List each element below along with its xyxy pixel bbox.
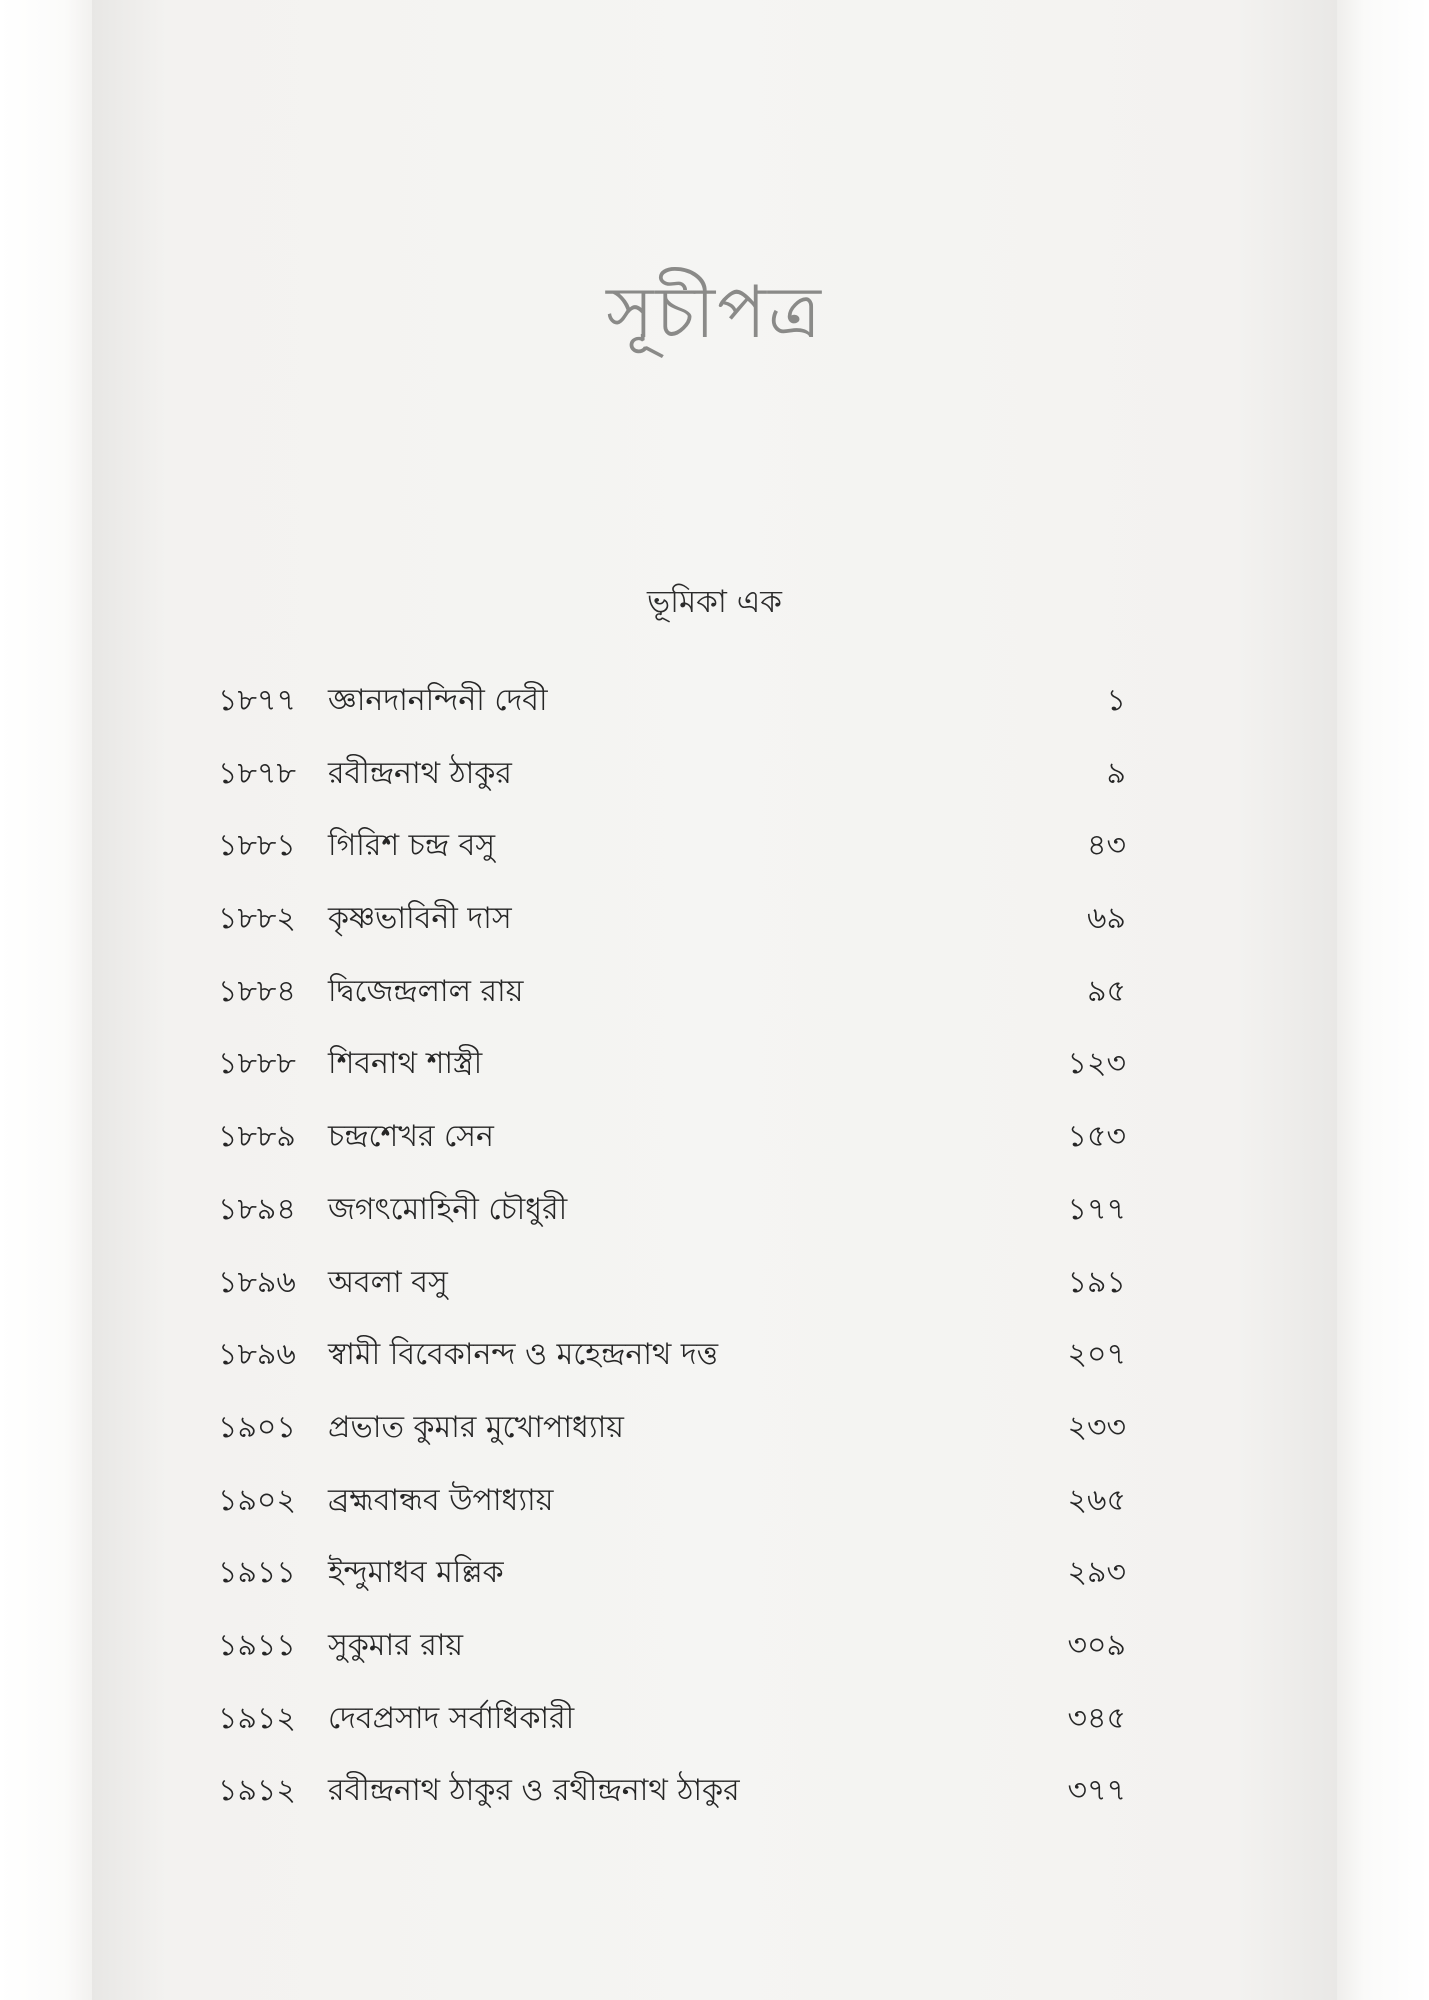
toc-page-number: ১৯১ (1067, 1264, 1126, 1300)
toc-page-number: ৪৩ (1087, 828, 1126, 864)
toc-year: ১৮৯৬ (218, 1337, 296, 1373)
toc-year: ১৮৭৮ (218, 755, 296, 791)
toc-year: ১৮৮৮ (218, 1046, 296, 1082)
toc-name: দ্বিজেন্দ্রলাল রায় (328, 973, 524, 1009)
toc-page-number: ২৯৩ (1067, 1555, 1126, 1591)
toc-entry (218, 1399, 1126, 1472)
toc-year: ১৯১২ (218, 1700, 296, 1736)
toc-year: ১৯১১ (218, 1555, 296, 1591)
toc-year: ১৮৮১ (218, 828, 296, 864)
toc-year: ১৮৯৬ (218, 1264, 296, 1300)
toc-year: ১৯০১ (218, 1409, 296, 1445)
toc-name: শিবনাথ শাস্ত্রী (328, 1046, 483, 1082)
toc-page-number: ২৬৫ (1067, 1482, 1126, 1518)
toc-entry (218, 1617, 1126, 1690)
toc-entry (218, 745, 1126, 818)
page-title: সূচীপত্র (606, 270, 823, 354)
toc-name: সুকুমার রায় (328, 1627, 464, 1663)
toc-name: অবলা বসু (328, 1264, 448, 1300)
toc-name: গিরিশ চন্দ্র বসু (328, 828, 496, 864)
toc-year: ১৯০২ (218, 1482, 296, 1518)
toc-page-number: ১ (1106, 683, 1126, 718)
toc-entry (218, 1035, 1126, 1108)
toc-page-number: ৯৫ (1087, 973, 1126, 1009)
toc-name: জগৎমোহিনী চৌধুরী (328, 1191, 568, 1227)
toc-page-number: ১৭৭ (1067, 1191, 1126, 1227)
toc-name: কৃষ্ণভাবিনী দাস (328, 901, 512, 937)
toc-name: ইন্দুমাধব মল্লিক (328, 1555, 504, 1591)
toc-page-number: ৩৪৫ (1067, 1700, 1126, 1736)
toc-page-number: ৬৯ (1087, 901, 1126, 937)
toc-entry (218, 1762, 1126, 1835)
toc-page-number: ৩০৯ (1067, 1627, 1126, 1663)
table-of-contents (218, 672, 1126, 1835)
toc-page-number: ৯ (1106, 755, 1126, 791)
toc-entry (218, 1472, 1126, 1545)
toc-year: ১৮৭৭ (218, 683, 296, 718)
toc-entry (218, 963, 1126, 1036)
toc-entry (218, 817, 1126, 890)
toc-name: রবীন্দ্রনাথ ঠাকুর ও রথীন্দ্রনাথ ঠাকুর (328, 1773, 740, 1809)
section-title: ভূমিকা এক (647, 584, 782, 620)
toc-name: প্রভাত কুমার মুখোপাধ্যায় (328, 1409, 624, 1445)
toc-page-number: ৩৭৭ (1067, 1773, 1126, 1809)
toc-name: চন্দ্রশেখর সেন (328, 1119, 494, 1155)
toc-year: ১৯১২ (218, 1773, 296, 1809)
toc-entry (218, 1108, 1126, 1181)
toc-entry (218, 1544, 1126, 1617)
toc-name: দেবপ্রসাদ সর্বাধিকারী (328, 1700, 575, 1736)
toc-entry (218, 1254, 1126, 1327)
toc-entry (218, 890, 1126, 963)
toc-entry (218, 1326, 1126, 1399)
toc-page-number: ১২৩ (1067, 1046, 1126, 1082)
toc-entry (218, 672, 1126, 745)
toc-name: জ্ঞানদানন্দিনী দেবী (328, 683, 548, 718)
toc-page-number: ২৩৩ (1067, 1409, 1126, 1445)
toc-name: রবীন্দ্রনাথ ঠাকুর (328, 755, 512, 791)
toc-name: ব্রহ্মবান্ধব উপাধ্যায় (328, 1482, 554, 1518)
toc-entry (218, 1181, 1126, 1254)
toc-page-number: ১৫৩ (1067, 1119, 1126, 1155)
toc-year: ১৮৮৪ (218, 973, 296, 1009)
toc-year: ১৮৮২ (218, 901, 296, 937)
toc-year: ১৮৮৯ (218, 1119, 296, 1155)
toc-year: ১৯১১ (218, 1627, 296, 1663)
toc-name: স্বামী বিবেকানন্দ ও মহেন্দ্রনাথ দত্ত (328, 1337, 719, 1373)
toc-year: ১৮৯৪ (218, 1191, 296, 1227)
toc-entry (218, 1690, 1126, 1763)
toc-page-number: ২০৭ (1067, 1337, 1126, 1373)
